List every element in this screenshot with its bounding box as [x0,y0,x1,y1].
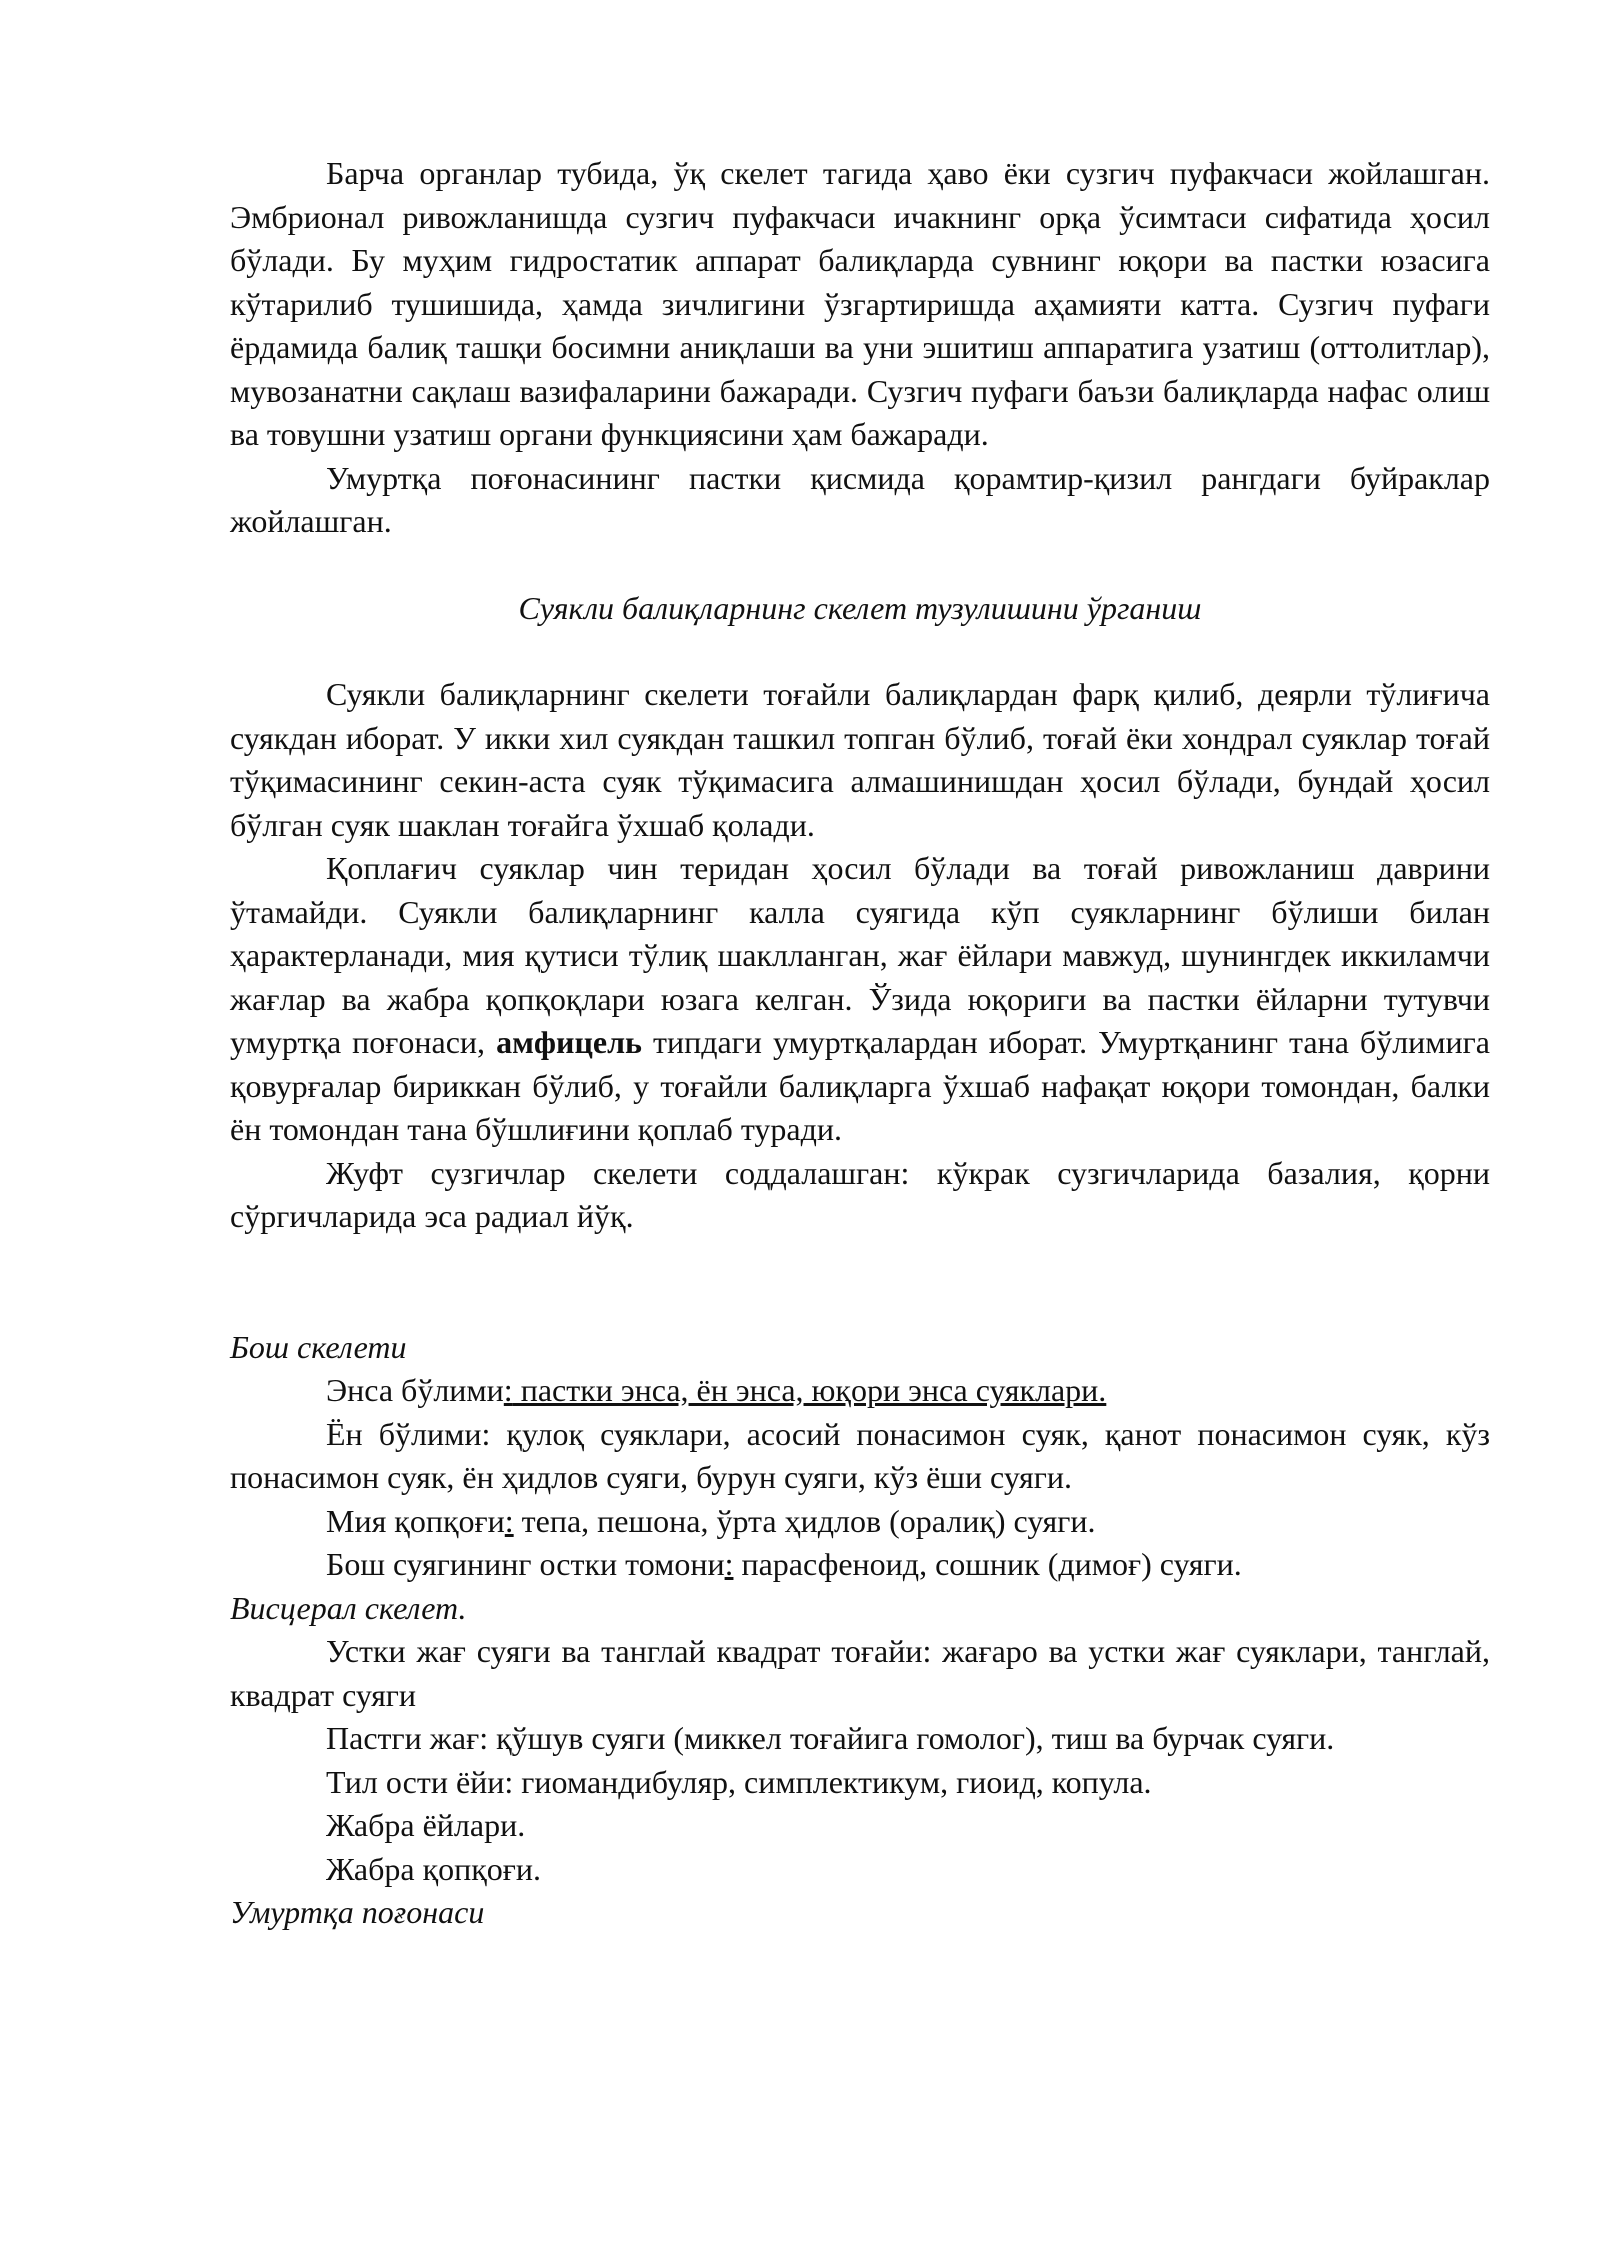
paragraph-kidneys: Умуртқа поғонасининг пастки қисмида қорамтир-қизил рангдаги буйраклар жойлашган. [230,459,1490,539]
list-item-skull-base [230,1543,1490,1587]
list-item-lower-jaw: Пастги жағ: қўшув суяги (миккел тоғайига гомолог), тиш ва бурчак суяги. [326,1720,1335,1756]
heading-spine: Умуртқа поғонаси [230,1894,485,1930]
list-item-lateral: Ён бўлими: қулоқ суяклари, асосий понасимон суяк, қанот понасимон суяк, кўз понасимон суяк, ён ҳидлов суяги, бурун суяги, кўз ёши суяги. [230,1415,1490,1495]
list-item-gill-arches: Жабра ёйлари. [326,1807,526,1843]
list-item-occipital [230,1369,1490,1413]
paragraph-paired-fins: Жуфт сузгичлар скелети соддалашган: кўкрак сузгичларида базалия, қорни сўргичларида эса радиал йўқ. [230,1154,1490,1234]
list-item-gill-cover: Жабра қопқоғи. [326,1850,542,1887]
list-item-occipital-colon: : [503,1372,513,1408]
paragraph-covering-bones-text-2: типдаги умуртқалардан иборат. Умуртқанинг тана бўлимига қовурғалар бириккан бўлиб, у тоғайли балиқларга ўхшаб нафақат юқори томондан, балки ён томондан тана бўшлиғини қоплаб туради. [230,1024,1490,1147]
list-item-occipital-text: пастки энса, ён энса, юқори энса суяклари. [512,1372,1107,1408]
list-item-skull-base-text: парасфеноид, сошник (димоғ) суяги. [733,1546,1242,1582]
list-item-skull-base-colon: : [724,1546,734,1582]
list-item-skull-base-term: Бош суягининг остки томони [326,1546,725,1582]
list-item-occipital-term: Энса бўлими [326,1372,504,1408]
blank-space [230,1239,1490,1326]
heading-visceral-skeleton: Висцерал скелет. [230,1589,467,1626]
section-title: Суякли балиқларнинг скелет тузулишини ўрганиш [518,589,1202,626]
paragraph-swim-bladder: Барча органлар тубида, ўқ скелет тагида ҳаво ёки сузгич пуфакчаси жойлашган. Эмбрионал ривожланишда сузгич пуфакчаси ичакнинг орқа ўсимтаси сифатида ҳосил бўлади. Бу муҳим гидростатик аппарат балиқларда сувнинг юқори ва пастки юзасига кўтарилиб тушишида, ҳамда зичлигини ўзгартиришда аҳамияти катта. Сузгич пуфаги ёрдамида балиқ ташқи босимни аниқлаши ва уни эшитиш аппаратига узатиш (оттолитлар), мувозанатни сақлаш вазифаларини бажаради. Сузгич пуфаги баъзи балиқларда нафас олиш ва товушни узатиш органи функциясини ҳам бажаради. [230,155,1490,452]
list-item-braincase-text: тепа, пешона, ўрта ҳидлов (оралиқ) суяги. [513,1502,1096,1539]
paragraph-covering-bones [230,847,1490,1152]
paragraph-skeleton-intro: Суякли балиқларнинг скелети тоғайли балиқлардан фарқ қилиб, деярли тўлиғича суякдан иборат. У икки хил суякдан ташкил топган бўлиб, тоғай ёки хондрал суяклар тоғай тўқимасининг секин-аста суяк тўқимасига алмашинишдан ҳосил бўлади, бундай ҳосил бўлган суяк шаклан тоғайга ўхшаб қолади. [230,676,1490,843]
heading-head-skeleton: Бош скелети [230,1328,407,1365]
list-item-braincase-colon: : [504,1502,514,1539]
list-item-braincase-term: Мия қопқоғи [326,1502,505,1539]
paragraph-covering-bones-text-1: Қоплағич суяклар чин теридан ҳосил бўлади ва тоғай ривожланиш даврини ўтамайди. Суякли балиқларнинг калла суягида кўп суякларнинг бўлиши билан ҳарактерланади, мия қутиси тўлиқ шаклланган, жағ ёйлари мавжуд, шунингдек иккиламчи жағлар ва жабра қопқоқлари юзага келган. Ўзида юқориги ва пастки ёйларни тутувчи умуртқа поғонаси, [230,850,1490,1060]
term-amphicoelous: амфицель [496,1024,642,1060]
list-item-upper-jaw: Устки жағ суяги ва танглай квадрат тоғайи: жағаро ва устки жағ суяклари, танглай, квадрат суяги [230,1633,1490,1713]
document-body [230,152,1490,1935]
list-item-braincase [230,1500,1490,1544]
list-item-hyoid-arch: Тил ости ёйи: гиомандибуляр, симплектикум, гиоид, копула. [326,1763,1152,1800]
